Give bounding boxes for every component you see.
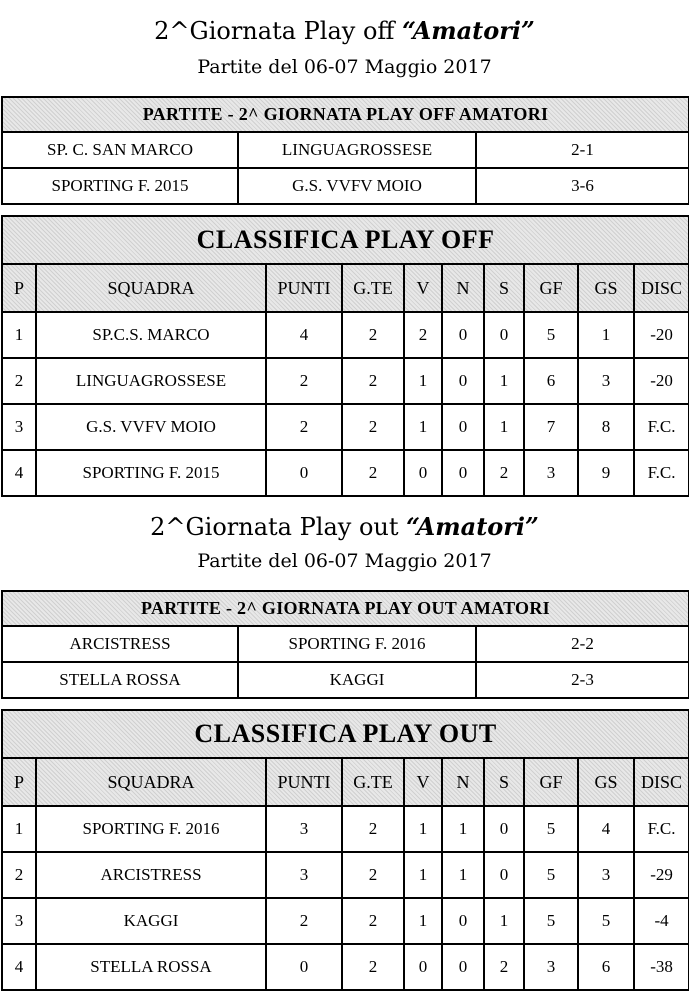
playoff-subtitle: Partite del 06-07 Maggio 2017 — [197, 56, 492, 78]
table-row — [2, 358, 689, 404]
standings-header-row — [2, 758, 689, 806]
cell-discipline: -29 — [634, 852, 689, 898]
col-header: SQUADRA — [36, 758, 266, 806]
col-header: V — [404, 758, 442, 806]
cell-team: LINGUAGROSSESE — [36, 358, 266, 404]
table-row — [2, 852, 689, 898]
cell-discipline: -38 — [634, 944, 689, 990]
col-header: PUNTI — [266, 264, 342, 312]
match-row — [2, 132, 689, 168]
cell-goals-against: 6 — [578, 944, 634, 990]
col-header: P — [2, 758, 36, 806]
cell-lost: 1 — [484, 358, 524, 404]
match-score: 3-6 — [476, 168, 689, 204]
col-header: S — [484, 758, 524, 806]
cell-goals-for: 5 — [524, 312, 578, 358]
table-row — [2, 806, 689, 852]
cell-goals-against: 4 — [578, 806, 634, 852]
cell-position: 1 — [2, 806, 36, 852]
cell-position: 4 — [2, 450, 36, 496]
cell-played: 2 — [342, 404, 404, 450]
match-away: LINGUAGROSSESE — [238, 132, 476, 168]
match-score: 2-3 — [476, 662, 689, 698]
cell-points: 0 — [266, 450, 342, 496]
cell-discipline: F.C. — [634, 450, 689, 496]
cell-points: 0 — [266, 944, 342, 990]
cell-lost: 0 — [484, 852, 524, 898]
cell-position: 2 — [2, 358, 36, 404]
table-row — [2, 944, 689, 990]
cell-won: 1 — [404, 806, 442, 852]
cell-goals-against: 3 — [578, 852, 634, 898]
match-away: SPORTING F. 2016 — [238, 626, 476, 662]
match-away: G.S. VVFV MOIO — [238, 168, 476, 204]
cell-played: 2 — [342, 450, 404, 496]
playout-matches-table — [1, 590, 689, 699]
col-header: N — [442, 758, 484, 806]
cell-drawn: 1 — [442, 852, 484, 898]
col-header: DISC — [634, 264, 689, 312]
playout-title — [0, 512, 689, 542]
playoff-title — [0, 16, 689, 46]
cell-won: 2 — [404, 312, 442, 358]
col-header: P — [2, 264, 36, 312]
cell-won: 0 — [404, 450, 442, 496]
playoff-matches-table — [1, 96, 689, 205]
playoff-matches-title: PARTITE - 2^ GIORNATA PLAY OFF AMATORI — [2, 97, 689, 132]
cell-goals-for: 6 — [524, 358, 578, 404]
cell-goals-for: 5 — [524, 806, 578, 852]
cell-team: SPORTING F. 2015 — [36, 450, 266, 496]
cell-lost: 2 — [484, 944, 524, 990]
cell-lost: 0 — [484, 806, 524, 852]
cell-team: STELLA ROSSA — [36, 944, 266, 990]
cell-played: 2 — [342, 312, 404, 358]
match-home: ARCISTRESS — [2, 626, 238, 662]
cell-won: 1 — [404, 898, 442, 944]
cell-goals-for: 5 — [524, 852, 578, 898]
playoff-title-emphasis: “Amatori” — [402, 16, 535, 45]
cell-goals-for: 3 — [524, 944, 578, 990]
cell-goals-against: 9 — [578, 450, 634, 496]
col-header: G.TE — [342, 758, 404, 806]
playout-matches-title: PARTITE - 2^ GIORNATA PLAY OUT AMATORI — [2, 591, 689, 626]
cell-points: 4 — [266, 312, 342, 358]
cell-points: 2 — [266, 358, 342, 404]
cell-played: 2 — [342, 852, 404, 898]
match-away: KAGGI — [238, 662, 476, 698]
cell-lost: 1 — [484, 404, 524, 450]
col-header: G.TE — [342, 264, 404, 312]
cell-team: KAGGI — [36, 898, 266, 944]
cell-goals-for: 3 — [524, 450, 578, 496]
cell-drawn: 0 — [442, 898, 484, 944]
cell-drawn: 0 — [442, 358, 484, 404]
playoff-title-text: 2^Giornata Play off — [154, 17, 403, 45]
cell-discipline: F.C. — [634, 806, 689, 852]
cell-played: 2 — [342, 898, 404, 944]
cell-played: 2 — [342, 358, 404, 404]
match-score: 2-1 — [476, 132, 689, 168]
cell-position: 4 — [2, 944, 36, 990]
cell-won: 0 — [404, 944, 442, 990]
table-row — [2, 312, 689, 358]
cell-goals-against: 8 — [578, 404, 634, 450]
cell-points: 2 — [266, 404, 342, 450]
match-row — [2, 662, 689, 698]
cell-points: 2 — [266, 898, 342, 944]
playout-title-text: 2^Giornata Play out — [150, 513, 407, 541]
match-home: SP. C. SAN MARCO — [2, 132, 238, 168]
col-header: S — [484, 264, 524, 312]
cell-points: 3 — [266, 806, 342, 852]
col-header: GS — [578, 264, 634, 312]
cell-discipline: -20 — [634, 312, 689, 358]
cell-team: ARCISTRESS — [36, 852, 266, 898]
cell-goals-for: 5 — [524, 898, 578, 944]
cell-position: 1 — [2, 312, 36, 358]
cell-team: G.S. VVFV MOIO — [36, 404, 266, 450]
table-row — [2, 404, 689, 450]
col-header: GF — [524, 758, 578, 806]
col-header: PUNTI — [266, 758, 342, 806]
cell-points: 3 — [266, 852, 342, 898]
cell-discipline: -20 — [634, 358, 689, 404]
cell-goals-for: 7 — [524, 404, 578, 450]
cell-drawn: 0 — [442, 404, 484, 450]
playoff-standings-table — [1, 215, 689, 497]
match-home: SPORTING F. 2015 — [2, 168, 238, 204]
cell-played: 2 — [342, 944, 404, 990]
match-row — [2, 626, 689, 662]
cell-won: 1 — [404, 852, 442, 898]
cell-won: 1 — [404, 358, 442, 404]
match-score: 2-2 — [476, 626, 689, 662]
col-header: N — [442, 264, 484, 312]
playout-standings-table — [1, 709, 689, 991]
cell-goals-against: 1 — [578, 312, 634, 358]
cell-position: 3 — [2, 404, 36, 450]
cell-position: 2 — [2, 852, 36, 898]
match-home: STELLA ROSSA — [2, 662, 238, 698]
cell-won: 1 — [404, 404, 442, 450]
playoff-standings-title: CLASSIFICA PLAY OFF — [2, 216, 689, 264]
cell-drawn: 1 — [442, 806, 484, 852]
col-header: GS — [578, 758, 634, 806]
cell-team: SPORTING F. 2016 — [36, 806, 266, 852]
col-header: GF — [524, 264, 578, 312]
cell-drawn: 0 — [442, 312, 484, 358]
table-row — [2, 898, 689, 944]
cell-discipline: F.C. — [634, 404, 689, 450]
cell-lost: 1 — [484, 898, 524, 944]
table-row — [2, 450, 689, 496]
col-header: SQUADRA — [36, 264, 266, 312]
cell-goals-against: 5 — [578, 898, 634, 944]
playout-title-emphasis: “Amatori” — [406, 512, 539, 541]
cell-team: SP.C.S. MARCO — [36, 312, 266, 358]
col-header: DISC — [634, 758, 689, 806]
standings-header-row — [2, 264, 689, 312]
match-row — [2, 168, 689, 204]
cell-drawn: 0 — [442, 944, 484, 990]
playout-standings-title: CLASSIFICA PLAY OUT — [2, 710, 689, 758]
cell-lost: 0 — [484, 312, 524, 358]
col-header: V — [404, 264, 442, 312]
cell-discipline: -4 — [634, 898, 689, 944]
cell-drawn: 0 — [442, 450, 484, 496]
cell-played: 2 — [342, 806, 404, 852]
cell-position: 3 — [2, 898, 36, 944]
cell-goals-against: 3 — [578, 358, 634, 404]
cell-lost: 2 — [484, 450, 524, 496]
playout-subtitle: Partite del 06-07 Maggio 2017 — [197, 550, 492, 572]
